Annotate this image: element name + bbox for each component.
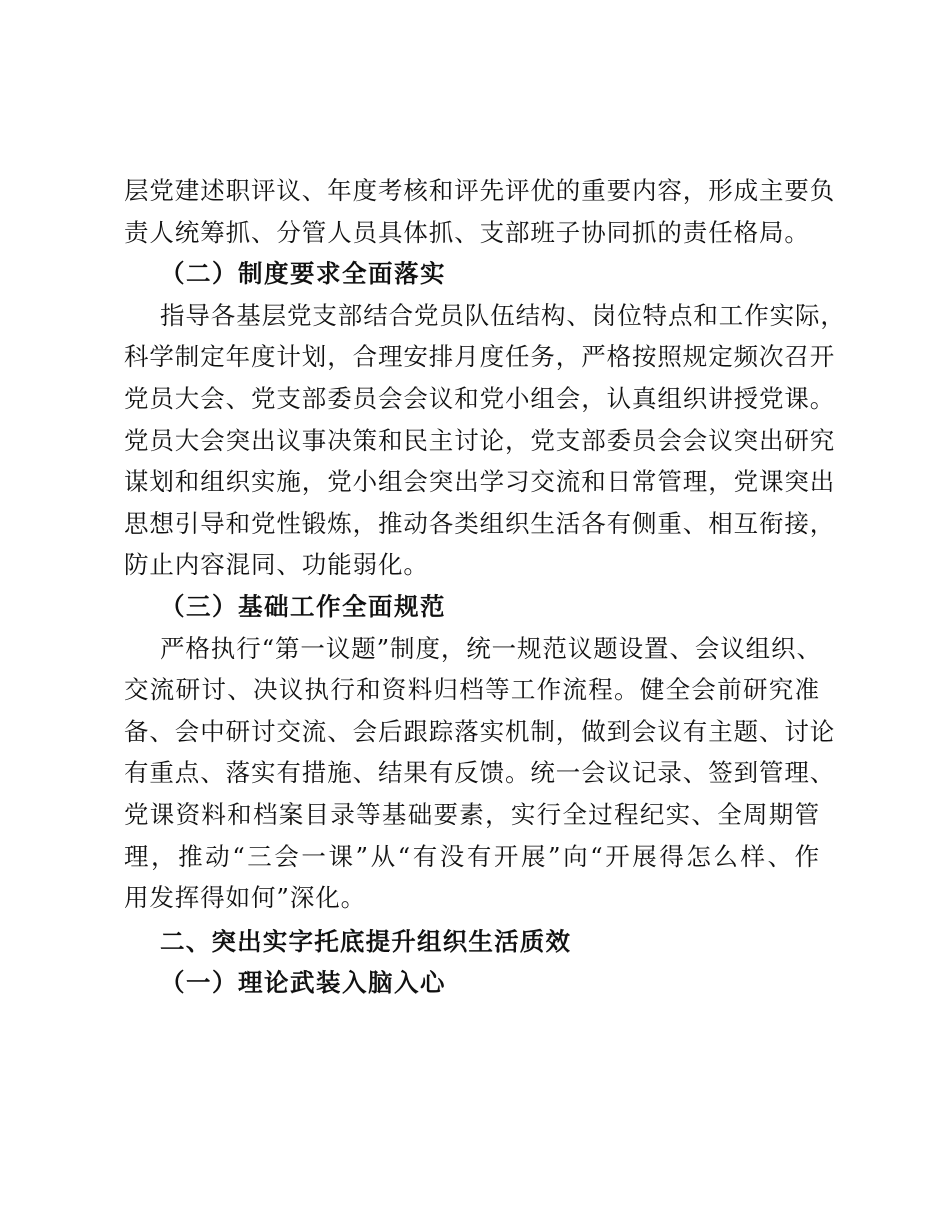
paragraph-line: 备、会中研讨交流、会后跟踪落实机制，做到会议有主题、讨论	[124, 716, 836, 746]
paragraph-line: 防止内容混同、功能弱化。	[124, 550, 429, 580]
paragraph-line: 党员大会、党支部委员会会议和党小组会，认真组织讲授党课。	[124, 383, 836, 413]
paragraph-line: 用发挥得如何”深化。	[124, 883, 367, 913]
subheading-basics: （三）基础工作全面规范	[160, 591, 446, 621]
paragraph-line: 责人统筹抓、分管人员具体抓、支部班子协同抓的责任格局。	[124, 217, 810, 247]
paragraph-line: 党课资料和档案目录等基础要素，实行全过程纪实、全周期管	[124, 799, 820, 829]
paragraph-line: 谋划和组织实施，党小组会突出学习交流和日常管理，党课突出	[124, 467, 836, 497]
paragraph-line: 指导各基层党支部结合党员队伍结构、岗位特点和工作实际，	[160, 300, 846, 330]
section-title: 二、突出实字托底提升组织生活质效	[160, 926, 572, 956]
paragraph-line: 严格执行“第一议题”制度，统一规范议题设置、会议组织、	[160, 633, 822, 663]
paragraph-line: 科学制定年度计划，合理安排月度任务，严格按照规定频次召开	[124, 342, 836, 372]
paragraph-line: 有重点、落实有措施、结果有反馈。统一会议记录、签到管理、	[124, 758, 836, 788]
paragraph-line: 理，推动“三会一课”从“有没有开展”向“开展得怎么样、作	[124, 841, 820, 871]
paragraph-line: 层党建述职评议、年度考核和评先评优的重要内容，形成主要负	[124, 176, 836, 205]
document-body	[124, 170, 846, 1004]
subheading-institution: （二）制度要求全面落实	[160, 259, 446, 289]
subheading-theory: （一）理论武装入脑入心	[160, 968, 446, 998]
paragraph-line: 交流研讨、决议执行和资料归档等工作流程。健全会前研究准	[124, 675, 820, 705]
paragraph-line: 党员大会突出议事决策和民主讨论，党支部委员会会议突出研究	[124, 425, 836, 455]
paragraph-line: 思想引导和党性锻炼，推动各类组织生活各有侧重、相互衔接，	[124, 508, 836, 538]
